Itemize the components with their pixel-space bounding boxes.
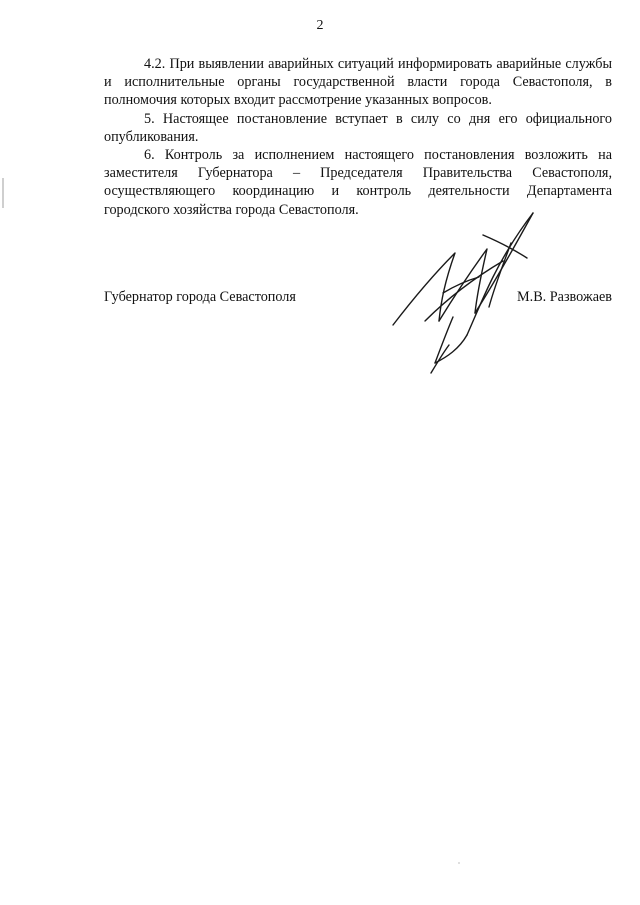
- scan-edge-mark: [2, 178, 4, 208]
- page-number: 2: [316, 18, 324, 33]
- signatory-name: М.В. Развожаев: [517, 289, 612, 305]
- paragraph-5: 5. Настоящее постановление вступает в силу со дня его официального опубликования.: [104, 110, 612, 145]
- handwritten-signature-icon: [385, 195, 545, 375]
- signatory-position: Губернатор города Севастополя: [104, 289, 296, 305]
- scan-artifact-dot: [458, 862, 460, 864]
- paragraph-4-2: 4.2. При выявлении аварийных ситуаций информировать аварийные службы и исполнительные органы государственной власти города Севастополя, в полномочия которых входит рассмотрение указанных вопросов.: [104, 56, 612, 109]
- paragraph-6: 6. Контроль за исполнением настоящего постановления возложить на заместителя Губернатора – Председателя Правительства Севастополя, осуществляющего координацию и контроль деятельности Департамента городского хозяйства города Севастополя.: [104, 147, 612, 218]
